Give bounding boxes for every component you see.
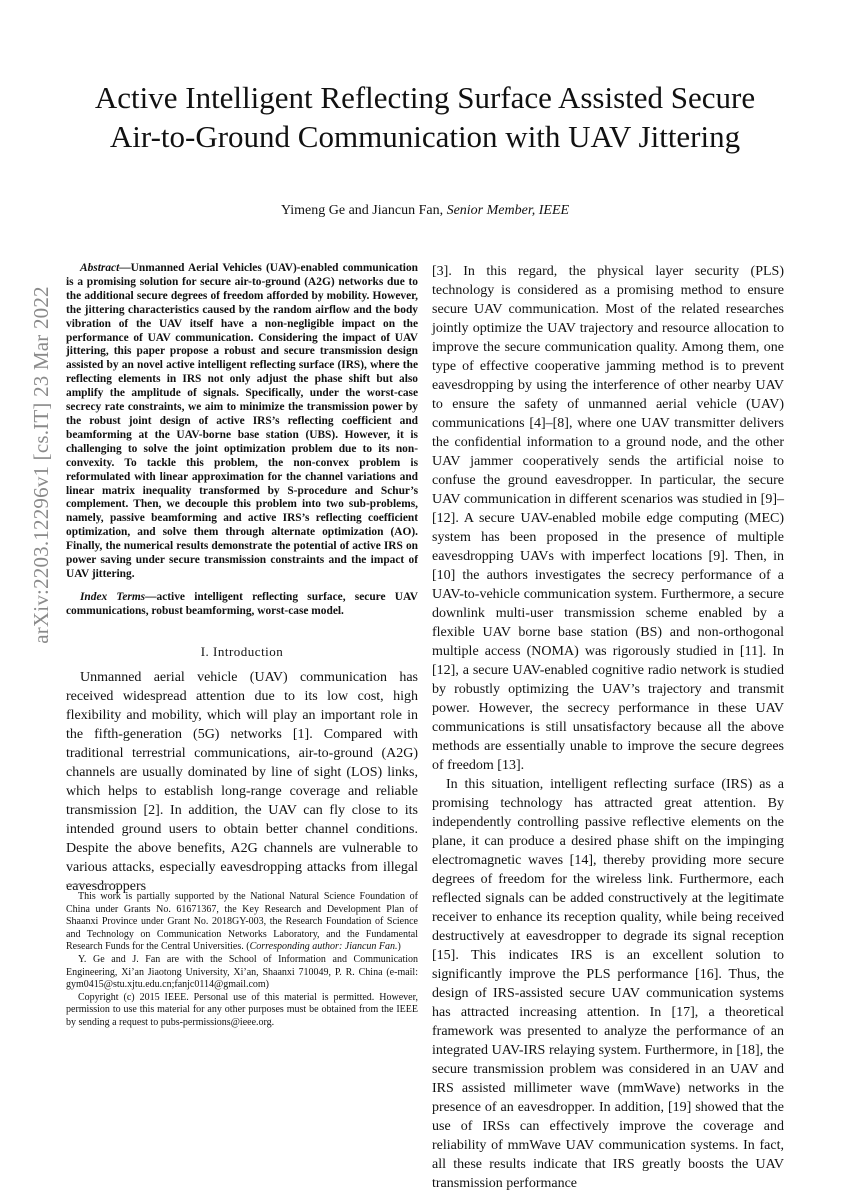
section-heading-introduction: I. Introduction	[200, 643, 284, 659]
footnote-funding-close: )	[397, 941, 401, 953]
abstract-text: —Unmanned Aerial Vehicles (UAV)-enabled communication is a promising solution for secure air-to-ground (A2G) networks due to the additional secure degrees of freedom afforded by mobility. However, the jittering characteristics caused by the random airflow and the body vibration of the UAV itself have a non-negligible impact on the performance of UAV communication. Considering the impact of UAV jittering, this paper propose a robust and secure transmission design assisted by an novel active intelligent reflecting surface (IRS), where the reflecting elements in IRS not only adjust the phase shift but also amplify the amplitude of signals. Specifically, under the worst-case secrecy rate constraints, we aim to minimize the transmission power by the robust joint design of active IRS’s reflecting coefficient and beamforming at the UAV-borne base station (UBS). However, it is challenging to solve the joint optimization problem due to its non-convexity. To tackle this problem, the non-convex problem is reformulated with linear approximation for the channel variations and linear matrix inequality transformed by S-procedure and Schur’s complement. Then, we decouple this problem into two sub-problems, namely, passive beamforming and active IRS’s reflecting coefficient optimization, and solve them through alternate optimization (AO). Finally, the numerical results demonstrate the potential of active IRS on power saving under secure transmission constraints and the impact of UAV jittering.	[66, 262, 418, 580]
footnote-funding-text: This work is partially supported by the National Natural Science Foundation of China under Grants No. 61671367, the Key Research and Development Plan of Shaanxi Province under Grant No. 2018GY-003, the Research Foundation of Science and Technology on Communication Networks Laboratory, and the Fundamental Research Funds for the Central Universities. (	[66, 891, 418, 953]
index-terms-text: —active intelligent reflecting surface, secure UAV communications, robust beamforming, worst-case model.	[66, 590, 418, 617]
author-names: Yimeng Ge and Jiancun Fan,	[280, 203, 444, 218]
paper-authors	[75, 203, 775, 219]
paper-title: Active Intelligent Reflecting Surface Assisted Secure Air-to-Ground Communication with UAV Jittering	[94, 80, 756, 154]
abstract-label: Abstract	[80, 262, 120, 274]
index-terms	[66, 591, 418, 619]
footnote-corresponding: Corresponding author: Jiancun Fan.	[249, 941, 398, 953]
footnote-affiliation: Y. Ge and J. Fan are with the School of Information and Communication Engineering, Xi’an Jiaotong University, Xi’an, Shaanxi 710049, P. R. China (e-mail: gym0415@stu.xjtu.edu.cn;fanjc0114@gmail.com)	[66, 953, 418, 991]
index-terms-label: Index Terms	[80, 590, 146, 603]
footnote-rule	[66, 884, 122, 885]
abstract	[66, 262, 418, 582]
footnote-copyright: Copyright (c) 2015 IEEE. Personal use of this material is permitted. However, permission to use this material for any other purposes must be obtained from the IEEE by sending a request to pubs-permissions@ieee.org.	[66, 991, 418, 1028]
arxiv-sidebar-stamp: arXiv:2203.12296v1 [cs.IT] 23 Mar 2022	[29, 286, 53, 644]
author-role: Senior Member, IEEE	[446, 203, 570, 218]
right-column	[432, 262, 784, 1193]
intro-paragraph-2: In this situation, intelligent reflecting surface (IRS) as a promising technology has attracted great attention. By independently controlling passive reflective elements on the plane, it can produce a desired phase shift on the impinging electromagnetic waves [14], thereby providing more secure degrees of freedom for the wireless link. Furthermore, each reflected signals can be added constructively at the legitimate receiver to enhance its reception quality, while being received destructively at eavesdropper to degrade its signal reception [15]. This indicates IRS is an excellent solution to significantly improve the PLS performance [16]. Thus, the design of IRS-assisted secure UAV communication systems has attracted increasing attention. In [17], a theoretical framework was presented to analyze the performance of an integrated UAV-IRS relaying system. Furthermore, in [18], the secure transmission problem was considered in an UAV and IRS assisted millimeter wave (mmWave) networks in the presence of an eavesdropper. In addition, [19] showed that the use of IRSs can effectively improve the coverage and reliability of mmWave UAV communication systems. In fact, all these results indicate that IRS greatly boosts the UAV transmission performance	[432, 777, 784, 1191]
intro-paragraph-1-continued: [3]. In this regard, the physical layer security (PLS) technology is considered as a promising method to ensure secure UAV communication. Most of the related researches jointly optimize the UAV trajectory and resource allocation to improve the secure communication quality. Among them, one type of effective cooperative jamming method is to prevent eavesdropping by using the interference of other nearby UAV to ensure the safety of unmanned aerial vehicle (UAV) communications [4]–[8], where one UAV transmitter delivers the confidential information to a ground node, and the other UAV jammer cooperatively sends the artificial noise to confuse the ground eavesdropper. In particular, the secure UAV communication in different scenarios was studied in [9]–[12]. A secure UAV-enabled mobile edge computing (MEC) system has been proposed in the presence of multiple eavesdropping UAVs with imperfect locations [9]. Then, in [10] the authors investigates the secrecy performance of a UAV-to-vehicle communication system. Furthermore, a secure downlink multi-user transmission scheme enabled by a flexible UAV borne base station (BS) and non-orthogonal multiple access (NOMA) was rigorously studied in [11]. In [12], a secure UAV-enabled cognitive radio network is studied by robustly optimizing the UAV’s trajectory and transmit power. However, the secrecy performance in these UAV communications is still unsatisfactory because all the above methods are essentially unable to improve the secure degrees of freedom [13].	[432, 264, 784, 773]
footnote-funding	[66, 891, 418, 954]
intro-paragraph-1: Unmanned aerial vehicle (UAV) communication has received widespread attention due to its low cost, high flexibility and mobility, which will play an important role in the fifth-generation (5G) networks [1]. Compared with traditional terrestrial communications, air-to-ground (A2G) channels are usually dominated by line of sight (LOS) links, which helps to establish long-range coverage and reliable transmission [2]. In addition, the UAV can fly close to its intended ground users to obtain better channel conditions. Despite the above benefits, A2G channels are vulnerable to various attacks, especially eavesdropping attacks from illegal eavesdroppers	[66, 669, 418, 894]
footnotes	[66, 891, 418, 1030]
left-column	[66, 262, 418, 896]
